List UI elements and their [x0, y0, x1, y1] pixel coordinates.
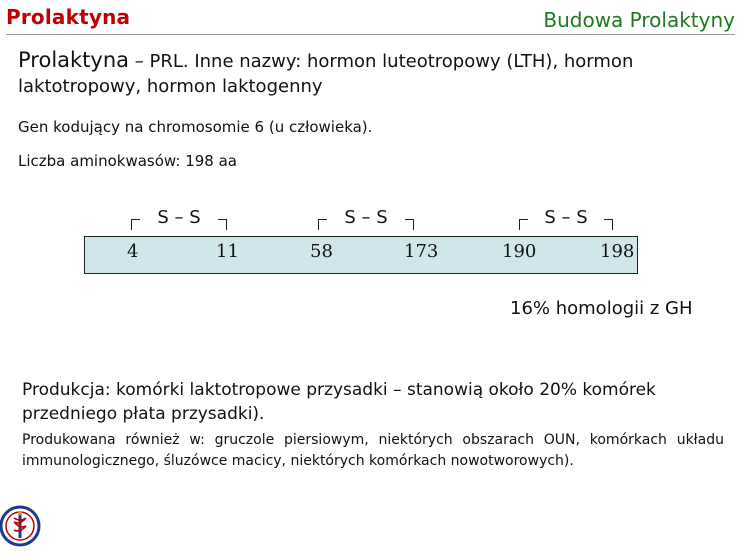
homology-text: 16% homologii z GH: [510, 298, 693, 319]
production-details: Produkowana również w: gruczole piersiowym, niektórych obszarach OUN, komórkach układu immunologicznego, śluzówce macicy, niektórych komórkach nowotworowych).: [22, 432, 724, 469]
disulfide-bond-2: [318, 207, 414, 233]
residue-position-58: 58: [310, 241, 333, 262]
disulfide-bond-label: S – S: [157, 207, 201, 228]
disulfide-bond-label: S – S: [544, 207, 588, 228]
header-divider: [6, 34, 735, 35]
disulfide-bond-1: [131, 207, 227, 233]
residue-position-4: 4: [127, 241, 139, 262]
section-title: Budowa Prolaktyny: [543, 8, 735, 32]
amino-acid-count-text: Liczba aminokwasów: 198 aa: [18, 152, 237, 170]
residue-position-198: 198: [600, 241, 635, 262]
production-paragraph: Produkcja: komórki laktotropowe przysadki – stanowią około 20% komórek przedniego płata przysadki).: [22, 380, 656, 424]
intro-paragraph: [18, 48, 718, 99]
protein-chain-bar: [84, 236, 638, 274]
disulfide-bond-label: S – S: [344, 207, 388, 228]
residue-position-190: 190: [502, 241, 537, 262]
intro-term: Prolaktyna: [18, 48, 130, 72]
intro-description: PRL. Inne nazwy: hormon luteotropowy (LTH), hormon laktotropowy, hormon laktogenny: [18, 51, 634, 97]
intro-dash: –: [129, 51, 150, 72]
university-seal-icon: [0, 492, 44, 556]
gene-location-text: Gen kodujący na chromosomie 6 (u człowieka).: [18, 118, 373, 136]
residue-position-173: 173: [404, 241, 439, 262]
disulfide-bond-3: [519, 207, 613, 233]
slide-title: Prolaktyna: [6, 5, 131, 29]
residue-position-11: 11: [216, 241, 239, 262]
